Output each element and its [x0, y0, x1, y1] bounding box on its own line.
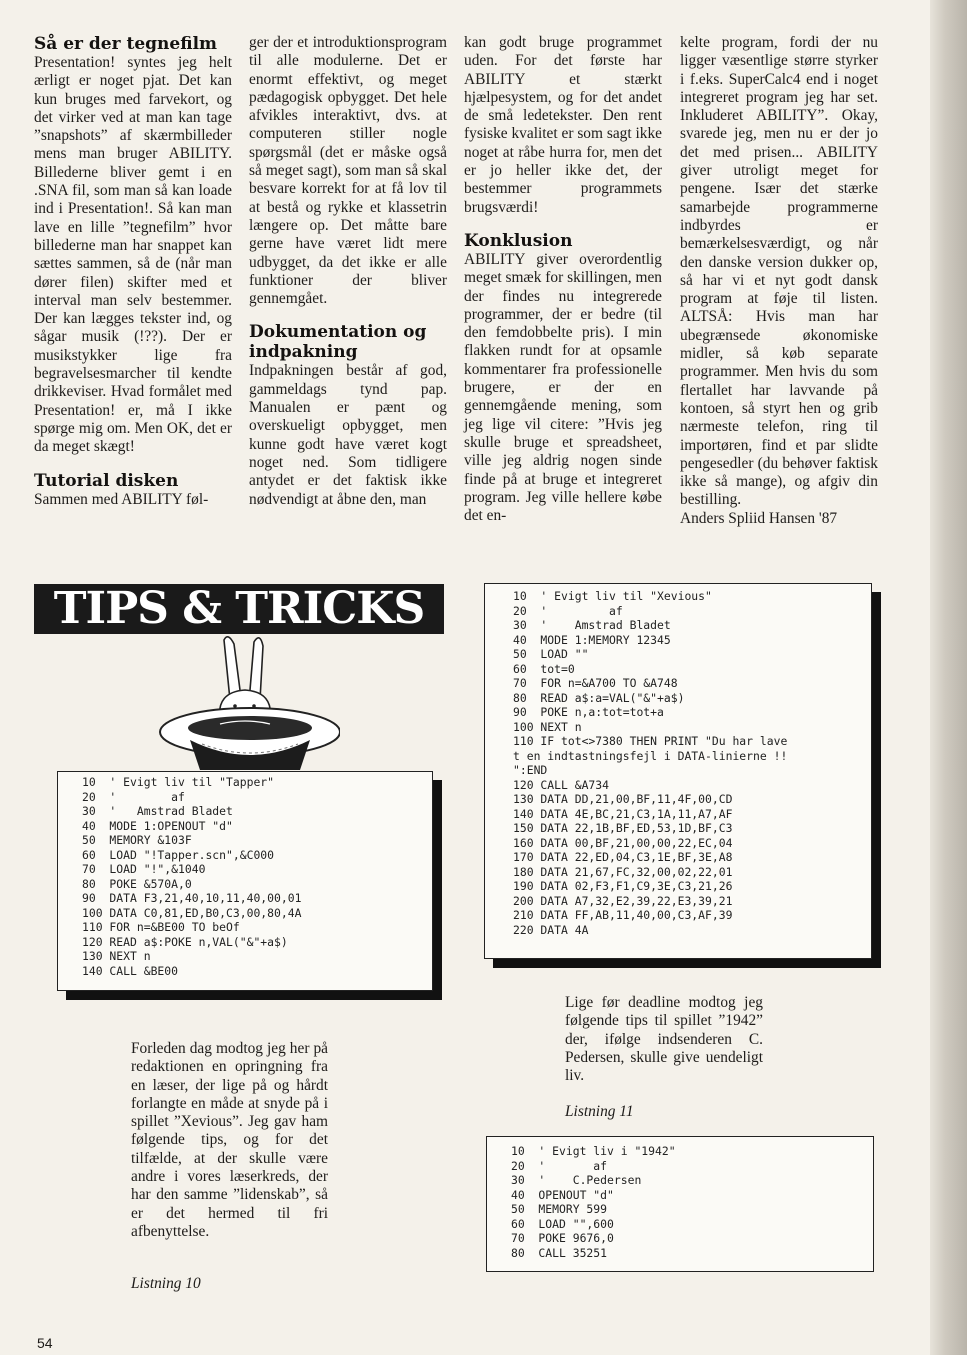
article-column-3: [464, 34, 662, 525]
code-line: 10 ' Evigt liv i "1942": [511, 1144, 676, 1158]
section-heading: Tutorial disken: [34, 470, 179, 491]
code-line: 120 CALL &A734: [513, 777, 610, 792]
listing-1942: [486, 1136, 874, 1272]
code-line: 90 POKE n,a:tot=tot+a: [513, 705, 664, 719]
code-line: 100 NEXT n: [513, 719, 582, 734]
section-gap: [249, 308, 447, 322]
paragraph: ger der et introduktionsprogram til alle modulerne. Det er enormt effektivt, og meget pædagogisk opbygget. Det hele afvikles interaktivt, dvs. at computeren stiller nogle spørgsmål (det er måske også så meget sagt), som man så skal besvare korrekt for at få lov til at bestå og rykke et klassetrin længere op. Det måtte bare gerne have været lidt mere udbygget, da det ikke er alle funktioner der bliver gennemgået.: [249, 34, 447, 308]
code-line: 110 IF tot<>7380 THEN PRINT "Du har lave: [513, 734, 788, 748]
code-line: 60 LOAD "",600: [511, 1216, 614, 1231]
code-line: 140 DATA 4E,BC,21,C3,1A,11,A7,AF: [513, 806, 733, 821]
code-line: 220 DATA 4A: [513, 922, 589, 937]
code-line: 10 ' Evigt liv til "Xevious": [513, 589, 712, 603]
article-column-1: [34, 34, 232, 509]
code-line: 50 LOAD "": [513, 647, 589, 661]
code-line: 150 DATA 22,1B,BF,ED,53,1D,BF,C3: [513, 821, 733, 835]
paragraph: Indpakningen består af god, gammeldags tynd pap. Manualen er pænt og overskueligt opbygget, men kunne godt have været kogt noget ned. Som tidligere antydet er det faktisk ikke nødvendigt at åbne den, man: [249, 362, 447, 508]
code-line: 60 tot=0: [513, 661, 575, 676]
code-line: 80 READ a$:a=VAL("&"+a$): [513, 690, 685, 705]
xevious-intro-text: Forleden dag modtog jeg her på redaktionen en opringning fra en læser, der lige på og hårdt forlangte en måde at snyde på i spillet ”Xevious”. Jeg gav ham følgende tips, og for det tilfælde, at der skulle være andre i vores læserkreds, der har den samme ”lidenskab”, så er det hermed til fri afbenyttelse.: [131, 1040, 328, 1240]
code-line: 70 POKE 9676,0: [511, 1231, 614, 1245]
paragraph: kelte program, fordi der nu ligger væsentlige større styrker i f.eks. SuperCalc4 end i noget integreret program jeg har set. Inkluderet ABILITY”. Okay, svarede jeg, men nu er der jo det med prisen... ABILITY giver utroligt meget for pengene. Især det stærke samarbejde programmerne indbyrdes er bemærkelsesværdigt, og når den danske version dukker op, så har vi et nyt godt dansk program at føje til listen. ALTSÅ: Hvis man har ubegrænsede økonomiske midler, så køb separate programmer. Men hvis du som flertallet har lavvande på kontoen, så styrt hen og grib nærmeste telefon, ring til importøren, find et par slidte pengesedler (du behøver faktisk ikke så mange), og afgiv din bestilling.: [680, 34, 878, 509]
tips-1942-text: Lige før deadline modtog jeg følgende tips til spillet ”1942” der, ifølge indsenderen C. Pedersen, skulle give uendeligt liv.: [565, 994, 763, 1085]
code-line: 170 DATA 22,ED,04,C3,1E,BF,3E,A8: [513, 850, 733, 864]
caption-listing-11: Listning 11: [565, 1103, 634, 1120]
code-line: t en indtastningsfejl i DATA-linierne !!: [513, 748, 788, 763]
code-line: 100 DATA C0,81,ED,B0,C3,00,80,4A: [82, 905, 302, 920]
section-gap: [464, 217, 662, 231]
code-line: 80 POKE &570A,0: [82, 876, 192, 891]
tips-tricks-banner: TIPS & TRICKS: [34, 584, 444, 634]
article-column-4: [680, 34, 878, 528]
code-line: 130 DATA DD,21,00,BF,11,4F,00,CD: [513, 792, 733, 806]
paragraph: Sammen med ABILITY føl-: [34, 490, 209, 508]
code-line: 40 MODE 1:OPENOUT "d": [82, 818, 233, 833]
code-line: 210 DATA FF,AB,11,40,00,C3,AF,39: [513, 908, 733, 922]
code-line: 180 DATA 21,67,FC,32,00,02,22,01: [513, 864, 733, 879]
code-line: ":END: [513, 763, 548, 777]
code-line: 70 LOAD "!",&1040: [82, 862, 206, 876]
listing-xevious: [484, 583, 872, 959]
paragraph: Anders Spliid Hansen '87: [680, 509, 838, 527]
paragraph: kan godt bruge programmet uden. For det første har ABILITY et stærkt hjælpesystem, og for det andet de små ledetekster. Den rent fysiske kvalitet er som sagt ikke noget at råbe hurra for, men det er jo heller ikke det, der bestemmer programmets brugsværdi!: [464, 34, 662, 216]
section-heading: Konklusion: [464, 230, 573, 251]
code-line: 130 NEXT n: [82, 949, 151, 963]
section-gap: [34, 457, 232, 471]
article-column-2: [249, 34, 447, 509]
page-edge: [930, 0, 967, 1355]
code-line: 50 MEMORY &103F: [82, 833, 192, 847]
code-line: 70 FOR n=&A700 TO &A748: [513, 676, 678, 690]
code-line: 40 MODE 1:MEMORY 12345: [513, 632, 671, 647]
code-line: 30 ' Amstrad Bladet: [513, 618, 671, 632]
paragraph: ABILITY giver overordentlig meget smæk for skillingen, men der findes nu integrerede programmer, der er bedre (til den femdobbelte pris). I min flakken rundt for at opsamle kommentarer fra professionelle brugere, er der en gennemgående mening, som jeg lige vil citere: ”Hvis jeg skulle bruge et spreadsheet, ville jeg aldrig nogen sinde finde på at bruge et integreret program. Jeg ville hellere købe det en-: [464, 250, 662, 525]
code-line: 30 ' C.Pedersen: [511, 1173, 642, 1187]
code-line: 120 READ a$:POKE n,VAL("&"+a$): [82, 934, 288, 949]
listing-tapper: [57, 771, 433, 991]
caption-listing-10: Listning 10: [131, 1275, 201, 1292]
code-line: 20 ' af: [511, 1158, 608, 1173]
code-line: 200 DATA A7,32,E2,39,22,E3,39,21: [513, 893, 733, 908]
code-line: 20 ' af: [82, 789, 185, 804]
paragraph: Presentation! syntes jeg helt ærligt er noget pjat. Det kan kun bruges med farvekort, og det virker ved at man kan tage ”snapshots” af skærmbilleder mens man bruger ABILITY. Billederne bliver gemt i en .SNA fil, som man så kan loade ind i Presentation!. Så kan man lave en lille ”tegnefilm” hvor billederne man har snappet kan sættes sammen, så de (når man dører filen) skifter med et interval man selv bestemmer. Der kan lægges tekster ind, og sågar musik (!??). Der er musikstykker lige fra begravelsesmarcher til kendte drikkeviser. Hvad formålet med Presentation! er, må I ikke spørge mig om. Men OK, det er da meget skægt!: [34, 54, 232, 456]
code-line: 40 OPENOUT "d": [511, 1187, 614, 1202]
code-line: 30 ' Amstrad Bladet: [82, 804, 233, 818]
code-line: 160 DATA 00,BF,21,00,00,22,EC,04: [513, 835, 733, 850]
code-line: 20 ' af: [513, 603, 623, 618]
code-line: 50 MEMORY 599: [511, 1202, 608, 1216]
code-line: 140 CALL &BE00: [82, 963, 179, 978]
section-heading: Dokumentation og indpakning: [249, 322, 427, 363]
code-line: 10 ' Evigt liv til "Tapper": [82, 775, 275, 789]
page-number: 54: [37, 1335, 53, 1351]
code-line: 190 DATA 02,F3,F1,C9,3E,C3,21,26: [513, 879, 733, 893]
code-line: 60 LOAD "!Tapper.scn",&C000: [82, 847, 275, 862]
section-heading: Så er der tegnefilm: [34, 34, 218, 54]
code-line: 110 FOR n=&BE00 TO beOf: [82, 920, 240, 934]
rabbit-in-top-hat-icon: [150, 620, 340, 770]
code-line: 80 CALL 35251: [511, 1245, 608, 1260]
code-line: 90 DATA F3,21,40,10,11,40,00,01: [82, 891, 302, 905]
